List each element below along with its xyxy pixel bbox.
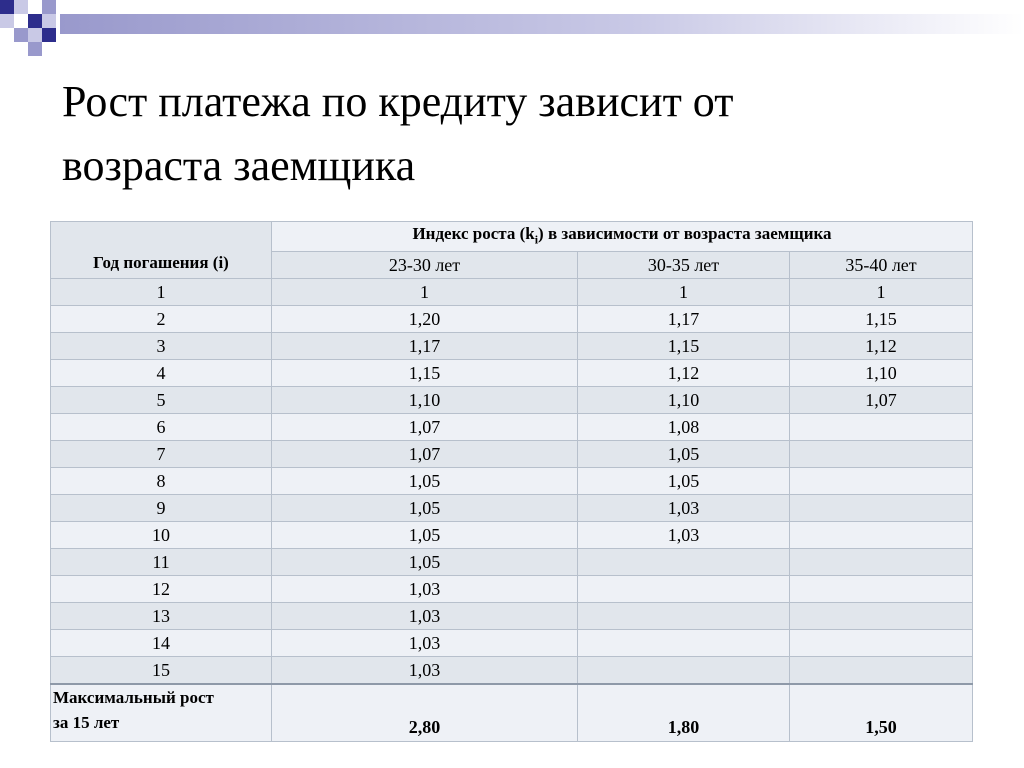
index-cell: 1,10	[272, 387, 578, 414]
index-cell: 1	[272, 279, 578, 306]
total-value: 2,80	[272, 684, 578, 742]
index-cell	[790, 576, 973, 603]
index-cell: 1,03	[272, 576, 578, 603]
table-row	[51, 387, 973, 414]
table-row	[51, 360, 973, 387]
index-cell: 1,12	[790, 333, 973, 360]
index-cell: 1,03	[578, 495, 790, 522]
age-group-header: 35-40 лет	[790, 252, 973, 279]
year-cell: 10	[51, 522, 272, 549]
index-cell: 1	[578, 279, 790, 306]
index-cell: 1,05	[272, 522, 578, 549]
index-cell: 1,05	[272, 468, 578, 495]
year-cell: 7	[51, 441, 272, 468]
index-cell	[578, 657, 790, 685]
year-cell: 2	[51, 306, 272, 333]
table-row	[51, 279, 973, 306]
year-cell: 1	[51, 279, 272, 306]
index-cell	[790, 657, 973, 685]
index-cell: 1,10	[790, 360, 973, 387]
year-cell: 6	[51, 414, 272, 441]
table-row	[51, 468, 973, 495]
index-cell: 1,03	[272, 630, 578, 657]
slide-header-decoration	[0, 0, 1024, 60]
table-row	[51, 576, 973, 603]
index-cell: 1,20	[272, 306, 578, 333]
year-cell: 15	[51, 657, 272, 685]
index-cell: 1,05	[578, 468, 790, 495]
total-value: 1,50	[790, 684, 973, 742]
slide-title	[62, 70, 982, 198]
index-cell: 1,03	[272, 603, 578, 630]
index-cell	[790, 522, 973, 549]
year-cell: 9	[51, 495, 272, 522]
index-cell: 1,12	[578, 360, 790, 387]
year-cell: 8	[51, 468, 272, 495]
slide-title-line-2: возраста заемщика	[62, 141, 416, 190]
year-column-header: Год погашения (i)	[51, 222, 272, 279]
growth-index-group-header: Индекс роста $(k_i)$ в зависимости от возраста заемщика	[272, 222, 973, 252]
year-cell: 3	[51, 333, 272, 360]
table-row	[51, 522, 973, 549]
table-row	[51, 495, 973, 522]
index-cell	[578, 630, 790, 657]
year-cell: 5	[51, 387, 272, 414]
table-row	[51, 630, 973, 657]
index-cell	[578, 549, 790, 576]
age-group-header: 23-30 лет	[272, 252, 578, 279]
index-cell	[578, 576, 790, 603]
age-group-header: 30-35 лет	[578, 252, 790, 279]
year-cell: 4	[51, 360, 272, 387]
total-value: 1,80	[578, 684, 790, 742]
slide-title-line-1: Рост платежа по кредиту зависит от	[62, 77, 734, 126]
index-cell: 1,07	[272, 414, 578, 441]
year-cell: 11	[51, 549, 272, 576]
year-cell: 14	[51, 630, 272, 657]
index-cell: 1,05	[272, 495, 578, 522]
index-cell: 1,10	[578, 387, 790, 414]
index-cell: 1,15	[272, 360, 578, 387]
table-row	[51, 441, 973, 468]
index-cell: 1,15	[578, 333, 790, 360]
index-cell: 1,17	[578, 306, 790, 333]
index-cell	[790, 630, 973, 657]
index-cell: 1,17	[272, 333, 578, 360]
index-cell	[790, 603, 973, 630]
index-cell: 1,05	[272, 549, 578, 576]
index-cell	[578, 603, 790, 630]
index-cell: 1,08	[578, 414, 790, 441]
index-cell: 1,03	[578, 522, 790, 549]
index-cell: 1,07	[790, 387, 973, 414]
index-cell	[790, 414, 973, 441]
index-cell	[790, 495, 973, 522]
index-cell: 1,15	[790, 306, 973, 333]
table-row	[51, 414, 973, 441]
index-cell	[790, 441, 973, 468]
growth-index-table	[50, 221, 973, 742]
index-cell: 1,07	[272, 441, 578, 468]
table-row	[51, 333, 973, 360]
table-row	[51, 549, 973, 576]
index-cell: 1,05	[578, 441, 790, 468]
year-cell: 13	[51, 603, 272, 630]
table-row	[51, 306, 973, 333]
index-cell: 1	[790, 279, 973, 306]
year-cell: 12	[51, 576, 272, 603]
index-cell	[790, 549, 973, 576]
index-cell: 1,03	[272, 657, 578, 685]
table-row	[51, 603, 973, 630]
total-label: Максимальный рост за 15 лет	[51, 684, 272, 742]
index-cell	[790, 468, 973, 495]
table-row	[51, 657, 973, 685]
